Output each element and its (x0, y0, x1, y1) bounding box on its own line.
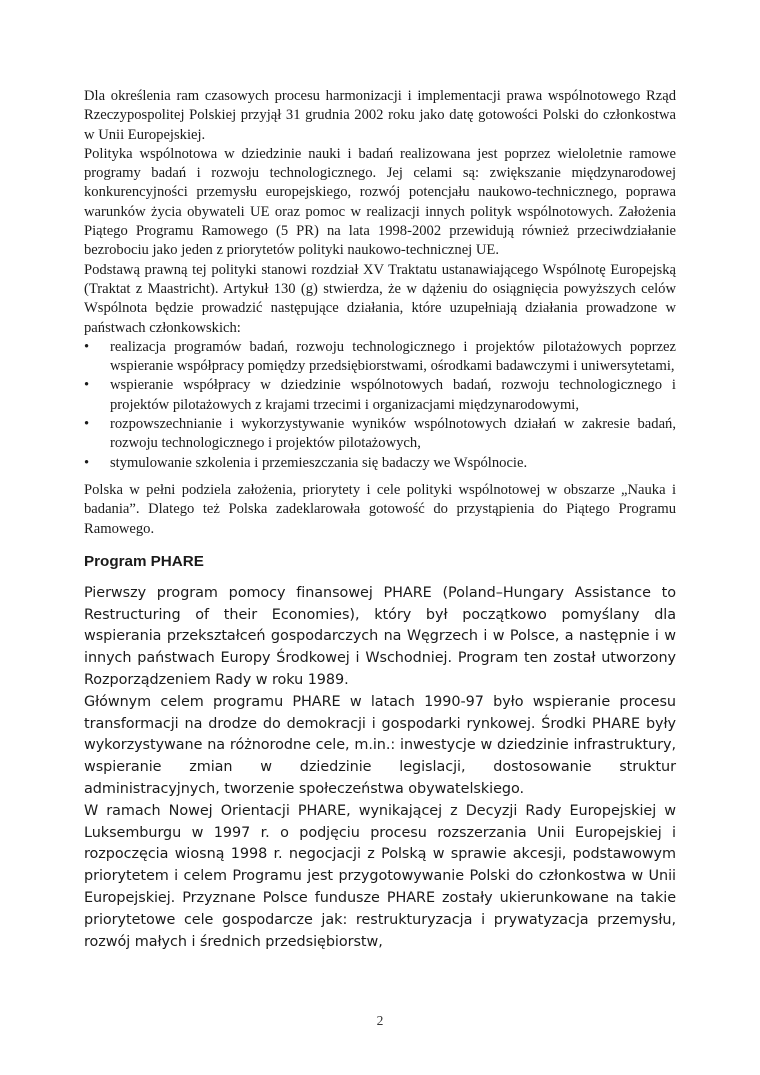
paragraph: Głównym celem programu PHARE w latach 1990-97 było wspieranie procesu transformacji na drodze do demokracji i gospodarki rynkowej. Środki PHARE były wykorzystywane na różnorodne cele, m.in.: inwestycje w dziedzinie infrastruktury, wspieranie zmian w dziedzinie legislacji, dostosowanie struktur administracyjnych, tworzenie społeczeństwa obywatelskiego. (84, 693, 676, 797)
paragraph: Dla określenia ram czasowych procesu harmonizacji i implementacji prawa wspólnotowego Rząd Rzeczypospolitej Polskiej przyjął 31 grudnia 2002 roku jako datę gotowości Polski do członkostwa w Unii Europejskiej. (84, 88, 676, 143)
bullet-icon: • (84, 454, 90, 471)
paragraph: W ramach Nowej Orientacji PHARE, wynikającej z Decyzji Rady Europejskiej w Luksemburgu w 1997 r. o podjęciu procesu rozszerzania Unii Europejskiej i rozpoczęcia wiosną 1998 r. negocjacji z Polską w sprawie akcesji, podstawowym priorytetem i celem Programu jest przygotowywanie Polski do członkostwa w Unii Europejskiej. Przyznane Polsce fundusze PHARE zostały ukierunkowane na takie priorytetowe cele gospodarcze jak: restrukturyzacja i prywatyzacja przemysłu, rozwój małych i średnich przedsiębiorstw, (84, 802, 676, 950)
list-item (84, 338, 676, 377)
bullet-icon: • (84, 377, 90, 394)
bullet-icon: • (84, 338, 90, 355)
document-page (84, 87, 676, 953)
paragraph: Podstawą prawną tej polityki stanowi rozdział XV Traktatu ustanawiającego Wspólnotę Europejską (Traktat z Maastricht). Artykuł 130 (g) stwierdza, że w dążeniu do osiągnięcia powyższych celów Wspólnota będzie prowadzić następujące działania, które uzupełniają działania prowadzone w państwach członkowskich: (84, 261, 676, 336)
spacer (84, 473, 676, 481)
page-number: 2 (376, 1013, 384, 1028)
list-item (84, 454, 676, 473)
paragraph: Polityka wspólnotowa w dziedzinie nauki i badań realizowana jest poprzez wieloletnie ramowe programy badań i rozwoju technologicznego. Jej celami są: zwiększanie międzynarodowej konkurencyjności przemysłu europejskiego, rozwój potencjału naukowo-technicznego, poprawa warunków życia obywateli UE oraz pomoc w realizacji innych polityk wspólnotowych. Założenia Piątego Programu Ramowego (5 PR) na lata 1998-2002 przewidują również przeciwdziałanie bezrobociu jako jeden z priorytetów polityki naukowo-technicznej UE. (84, 145, 676, 259)
section-phare (84, 583, 676, 954)
section-heading: Program PHARE (84, 552, 204, 570)
list-item-text: rozpowszechnianie i wykorzystywanie wyników wspólnotowych działań w zakresie badań, rozwoju technologicznego i projektów pilotażowych, (110, 416, 676, 452)
bullet-list (84, 338, 676, 473)
list-item-text: stymulowanie szkolenia i przemieszczania się badaczy we Wspólnocie. (110, 454, 528, 471)
list-item-text: wspieranie współpracy w dziedzinie wspólnotowych badań, rozwoju technologicznego i projektów pilotażowych z krajami trzecimi i organizacjami międzynarodowymi, (110, 377, 676, 413)
list-item (84, 415, 676, 454)
paragraph: Pierwszy program pomocy finansowej PHARE (Poland–Hungary Assistance to Restructuring of their Economies), który był początkowo pomyślany dla wspierania przekształceń gospodarczych na Węgrzech i w Polsce, a następnie i w innych państwach Europy Środkowej i Wschodniej. Program ten został utworzony Rozporządzeniem Rady w roku 1989. (84, 584, 676, 689)
section-science-policy (84, 87, 676, 539)
list-item (84, 376, 676, 415)
closing-paragraph: Polska w pełni podziela założenia, priorytety i cele polityki wspólnotowej w obszarze „Nauka i badania”. Dlatego też Polska zadeklarowała gotowość do przystąpienia do Piątego Programu Ramowego. (84, 481, 676, 537)
list-item-text: realizacja programów badań, rozwoju technologicznego i projektów pilotażowych poprzez wspieranie współpracy pomiędzy przedsiębiorstwami, ośrodkami badawczymi i uniwersytetami, (110, 338, 676, 375)
bullet-icon: • (84, 416, 90, 433)
